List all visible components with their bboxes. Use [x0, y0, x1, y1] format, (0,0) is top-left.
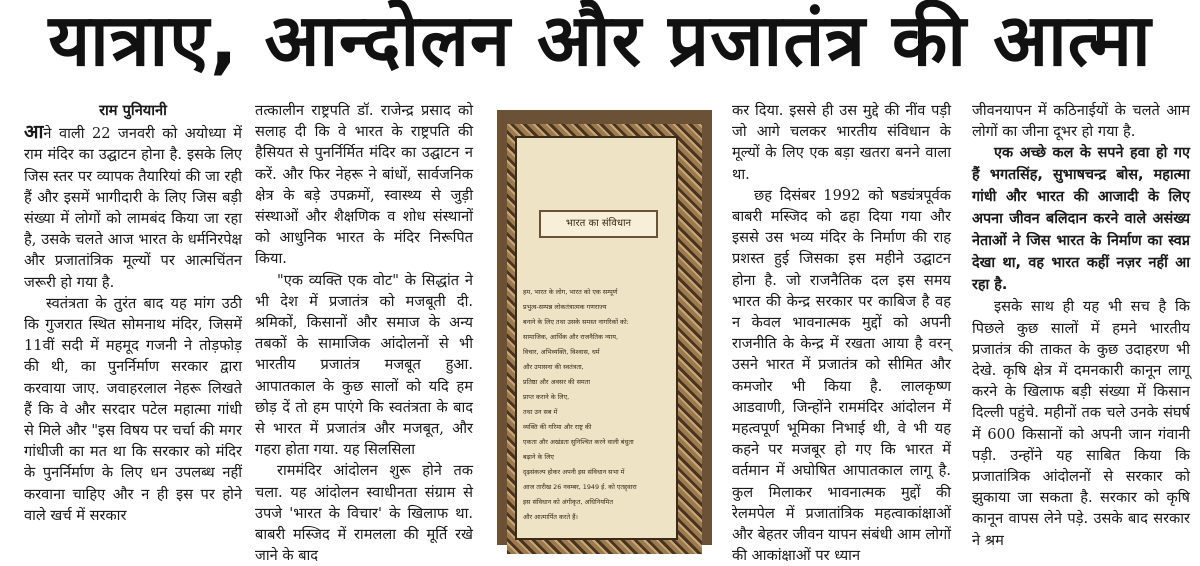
paragraph: इसके साथ ही यह भी सच है कि पिछले कुछ सालों में हमने भारतीय प्रजातंत्र की ताकत के कुछ उदाहरण भी देखे. कृषि क्षेत्र में दमनकारी कानून लागू करने के खिलाफ बड़ी संख्या में किसान दिल्ली पहुंचे. महीनों तक चले उनके संघर्ष में 600 किसानों को अपनी जान गंवानी पड़ी. उन्होंने यह साबित किया कि प्रजातांत्रिक आंदोलनों से सरकार को झुकाया जा सकता है. सरकार को कृषि कानून वापस लेने पड़े. उसके बाद सरकार ने श्रम — [972, 298, 1190, 549]
preamble-line: व्यक्ति की गरिमा और राष्ट्र की — [523, 423, 592, 431]
preamble-line: सामाजिक, आर्थिक और राजनैतिक न्याय, — [523, 333, 618, 341]
preamble-line: आज तारीख 26 नवम्बर, 1949 ई. को एतद्द्वारा — [523, 483, 637, 491]
article-column-1 — [24, 100, 242, 545]
preamble-line: इस संविधान को अंगीकृत, अधिनियमित — [523, 498, 614, 506]
paragraph: छह दिसंबर 1992 को षड्यंत्रपूर्वक बाबरी मस्जिद को ढहा दिया गया और इससे उस भव्य मंदिर के निर्माण की राह प्रशस्त हुई जिसका इस महीने उद्घाटन होना है. जो राजनैतिक दल इस समय भारत की केन्द्र सरकार पर काबिज है वह न केवल भावनात्मक मुद्दों को अपनी राजनीति के केन्द्र में रखता आया है वरन् उसने भारत में प्रजातंत्र को सीमित और कमजोर भी किया है. लालकृष्ण आडवाणी, जिन्होंने राममंदिर आंदोलन में महत्वपूर्ण भूमिका निभाई थी, वे भी यह कहने पर मजबूर हो गए कि भारत में वर्तमान में अघोषित आपातकाल लागू है. कुल मिलाकर भावनात्मक मुद्दों की रेलमपेल में प्रजातांत्रिक महत्वाकांक्षाओं और बेहतर जीवन यापन संबंधी आम लोगों की आकांक्षाओं पर ध्यान — [732, 186, 951, 565]
article-headline: यात्राए, आन्दोलन और प्रजातंत्र की आत्मा — [48, 0, 1152, 82]
paragraph: स्वतंत्रता के तुरंत बाद यह मांग उठी कि गुजरात स्थित सोमनाथ मंदिर, जिसमें 11वीं सदी में महमूद गजनी ने तोड़फोड़ की थी, का पुनर्निर्माण सरकार द्वारा करवाया जाए. जवाहरलाल नेहरू लिखते हैं कि वे और सरदार पटेल महात्मा गांधी से मिले और "इस विषय पर चर्चा की मगर गांधीजी का मत था कि सरकार को मंदिर के पुनर्निर्माण के लिए धन उपलब्ध नहीं करवाना चाहिए और न ही इस पर होने वाले खर्च में सरकार — [24, 294, 242, 524]
lead-paragraph — [24, 122, 242, 293]
preamble-line: बढ़ाने के लिए — [523, 453, 554, 461]
preamble-line: और उपासना की स्वतंत्रता, — [523, 363, 584, 371]
article-column-4 — [972, 100, 1190, 549]
paragraph: राममंदिर आंदोलन शुरू होने तक चला. यह आंदोलन स्वाधीनता संग्राम से उपजे 'भारत के विचार' के खिलाफ था. बाबरी मस्जिद में रामलला की मूर्ति रखे जाने के बाद — [255, 462, 473, 565]
preamble-line: प्राप्त कराने के लिए, — [523, 393, 570, 401]
preamble-line: बनाने के लिए तथा उसके समस्त नागरिकों को: — [523, 318, 629, 326]
preamble-line: प्रतिष्ठा और अवसर की समता — [523, 378, 591, 386]
preamble-line: विचार, अभिव्यक्ति, विश्वास, धर्म — [523, 348, 600, 356]
article-column-3 — [732, 100, 951, 565]
preamble-page — [515, 136, 678, 540]
preamble-line: प्रभुत्व-सम्पन्न लोकतंत्रात्मक गणराज्य — [523, 303, 607, 311]
constitution-preamble-photo — [497, 110, 712, 545]
paragraph: "एक व्यक्ति एक वोट" के सिद्धांत ने भी देश में प्रजातंत्र को मजबूती दी. श्रमिकों, किसानों और समाज के अन्य तबकों के सामाजिक आंदोलनों से भी भारतीय प्रजातंत्र मजबूत हुआ. आपातकाल के कुछ सालों को यदि हम छोड़ दें तो हम पाएंगे कि स्वतंत्रता के बाद से भारत में प्रजातंत्र और मजबूत, और गहरा होता गया. यह सिलसिला — [255, 271, 473, 459]
preamble-line: हम, भारत के लोग, भारत को एक सम्पूर्ण — [523, 288, 618, 296]
preamble-line: और आत्मार्पित करते हैं। — [523, 513, 578, 521]
preamble-title-plate: भारत का संविधान — [539, 210, 658, 238]
highlighted-quote: एक अच्छे कल के सपने हवा हो गए हैं भगतसिंह, सुभाषचन्द्र बोस, महात्मा गांधी और भारत की आजादी के लिए अपना जीवन बलिदान करने वाले असंख्य नेताओं ने जिस भारत के निर्माण का स्वप्न देखा था, वह भारत कहीं नज़र नहीं आ रहा है. — [972, 145, 1190, 294]
paragraph: तत्कालीन राष्ट्रपति डॉ. राजेन्द्र प्रसाद को सलाह दी कि वे भारत के राष्ट्रपति की हैसियत से पुनर्निर्मित मंदिर का उद्घाटन न करें. और फिर नेहरू ने बांधों, सार्वजनिक क्षेत्र के बड़े उपक्रमों, स्वास्थ्य से जुड़ी संस्थाओं और शैक्षणिक व शोध संस्थानों को आधुनिक भारत के मंदिर निरूपित किया. — [255, 102, 473, 268]
lead-text: ने वाली 22 जनवरी को अयोध्या में राम मंदिर का उद्घाटन होना है. इसके लिए जिस स्तर पर व्यापक तैयारियां की जा रही हैं और इसमें भागीदारी के लिए जिस बड़ी संख्या में लोगों को लामबंद किया जा रहा है, उसके चलते आज भारत के धर्मनिरपेक्ष और प्रजातांत्रिक मूल्यों पर आत्मचिंतन जरूरी हो गया है. — [24, 125, 242, 291]
article-column-2 — [255, 100, 473, 565]
preamble-line: दृढ़संकल्प होकर अपनी इस संविधान सभा में — [523, 468, 625, 476]
preamble-line: एकता और अखंडता सुनिश्चित करने वाली बंधुता — [523, 438, 634, 446]
author-byline: राम पुनियानी — [99, 102, 167, 119]
paragraph: कर दिया. इससे ही उस मुद्दे की नींव पड़ी जो आगे चलकर भारतीय संविधान के मूल्यों के लिए एक बड़ा खतरा बनने वाला था. — [732, 102, 951, 183]
drop-cap: आ — [24, 121, 44, 144]
preamble-line: तथा उन सब में — [523, 408, 558, 416]
paragraph: जीवनयापन में कठिनाईयों के चलते आम लोगों का जीना दूभर हो गया है. — [972, 102, 1190, 141]
